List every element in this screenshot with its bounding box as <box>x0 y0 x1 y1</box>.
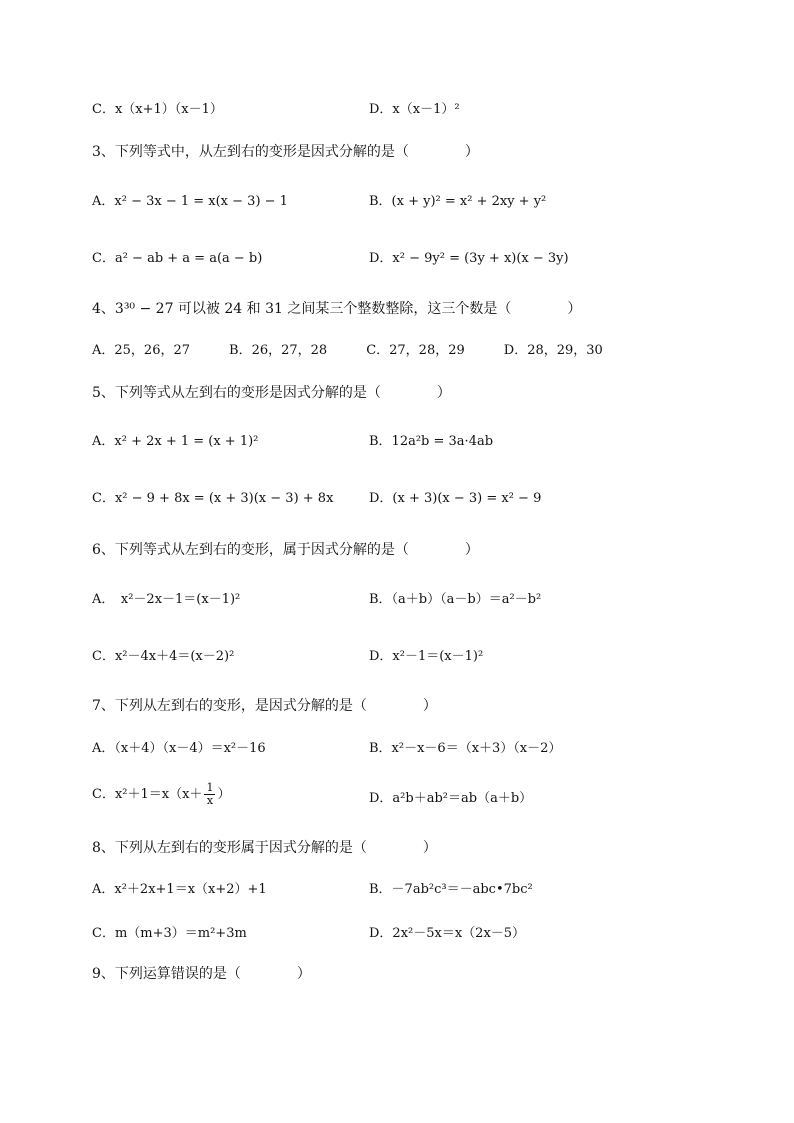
q5-option-c: C．x² − 9 + 8x = (x + 3)(x − 3) + 8x <box>92 491 334 506</box>
q2-option-c: C．x（x+1）（x－1） <box>92 102 223 117</box>
q3-stem: 3、下列等式中，从左到右的变形是因式分解的是（ ） <box>92 144 479 160</box>
fraction-denominator: x <box>206 794 214 807</box>
q7-option-d: D．a²b＋ab²＝ab（a＋b） <box>369 791 533 806</box>
q7-option-c <box>92 782 230 807</box>
q8-option-d: D．2x²－5x＝x（2x－5） <box>369 926 526 941</box>
fraction <box>204 782 215 807</box>
q2-option-d: D．x（x－1）² <box>369 102 460 117</box>
q8-option-c: C．m（m+3）＝m²+3m <box>92 926 247 941</box>
q3-option-b: B．(x + y)² = x² + 2xy + y² <box>369 194 547 209</box>
q6-stem: 6、下列等式从左到右的变形，属于因式分解的是（ ） <box>92 542 479 558</box>
q7-option-c-suffix: ） <box>217 787 231 802</box>
q6-option-b: B．（a＋b）（a－b）＝a²－b² <box>369 592 542 607</box>
q6-option-c: C．x²－4x＋4＝(x－2)² <box>92 649 235 664</box>
q7-option-a: A．（x＋4）（x－4）＝x²－16 <box>92 741 266 756</box>
q3-option-a: A．x² − 3x − 1 = x(x − 3) − 1 <box>92 194 288 209</box>
fraction-numerator: 1 <box>206 781 214 794</box>
q4-stem: 4、3³⁰ − 27 可以被 24 和 31 之间某三个整数整除，这三个数是（ ） <box>92 301 582 317</box>
q5-option-d: D．(x + 3)(x − 3) = x² − 9 <box>369 491 542 506</box>
q4-options: A．25，26，27 B．26，27，28 C．27，28，29 D．28，29，30 <box>92 343 603 358</box>
q6-option-a: A． x²－2x－1＝(x－1)² <box>92 592 241 607</box>
q6-option-d: D．x²－1＝(x－1)² <box>369 649 484 664</box>
q3-option-c: C．a² − ab + a = a(a − b) <box>92 251 263 266</box>
q8-option-a: A．x²＋2x+1＝x（x+2）+1 <box>92 882 267 897</box>
q3-option-d: D．x² − 9y² = (3y + x)(x − 3y) <box>369 251 569 266</box>
q8-option-b: B．－7ab²c³＝－abc•7bc² <box>369 882 533 897</box>
q5-stem: 5、下列等式从左到右的变形是因式分解的是（ ） <box>92 385 451 401</box>
q5-option-a: A．x² + 2x + 1 = (x + 1)² <box>92 434 259 449</box>
q7-option-b: B．x²－x－6＝（x＋3）（x－2） <box>369 741 562 756</box>
q8-stem: 8、下列从左到右的变形属于因式分解的是（ ） <box>92 840 437 856</box>
q7-option-c-prefix: C．x²＋1＝x（x＋ <box>92 787 203 802</box>
q5-option-b: B．12a²b = 3a·4ab <box>369 434 494 449</box>
q9-stem: 9、下列运算错误的是（ ） <box>92 966 311 982</box>
q7-stem: 7、下列从左到右的变形，是因式分解的是（ ） <box>92 698 437 714</box>
